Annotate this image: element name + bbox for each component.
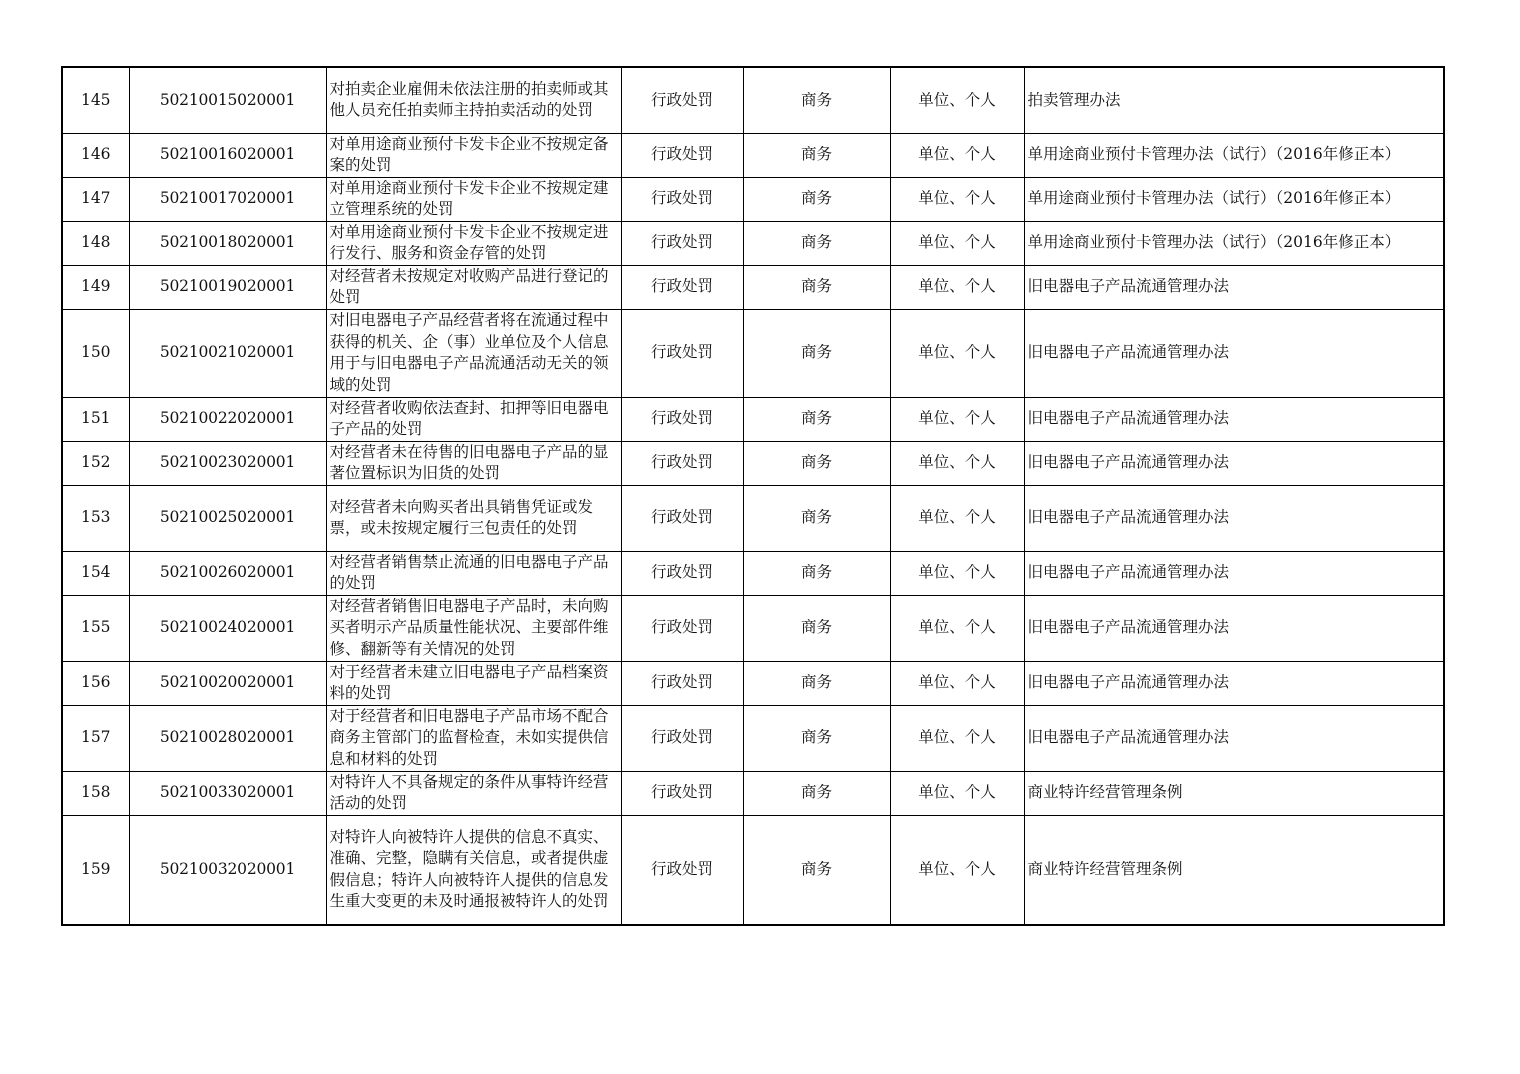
cell-item-description: 对特许人向被特许人提供的信息不真实、准确、完整，隐瞒有关信息，或者提供虚假信息；特许人向被特许人提供的信息发生重大变更的未及时通报被特许人的处罚: [326, 815, 621, 925]
cell-item-code: 50210026020001: [129, 551, 326, 595]
cell-penalty-type: 行政处罚: [621, 67, 743, 133]
cell-subject: 单位、个人: [890, 265, 1024, 309]
cell-item-code: 50210023020001: [129, 441, 326, 485]
cell-field: 商务: [743, 771, 890, 815]
cell-number: 148: [62, 221, 129, 265]
table-row: [62, 815, 1444, 925]
cell-item-description: 对经营者未在待售的旧电器电子产品的显著位置标识为旧货的处罚: [326, 441, 621, 485]
cell-item-code: 50210033020001: [129, 771, 326, 815]
cell-item-code: 50210018020001: [129, 221, 326, 265]
cell-field: 商务: [743, 177, 890, 221]
cell-field: 商务: [743, 661, 890, 705]
cell-item-code: 50210024020001: [129, 595, 326, 661]
cell-item-description: 对旧电器电子产品经营者将在流通过程中获得的机关、企（事）业单位及个人信息用于与旧电器电子产品流通活动无关的领域的处罚: [326, 309, 621, 397]
cell-subject: 单位、个人: [890, 67, 1024, 133]
cell-number: 153: [62, 485, 129, 551]
cell-penalty-type: 行政处罚: [621, 397, 743, 441]
cell-number: 152: [62, 441, 129, 485]
cell-penalty-type: 行政处罚: [621, 221, 743, 265]
cell-legal-basis: 商业特许经营管理条例: [1024, 815, 1444, 925]
cell-item-code: 50210022020001: [129, 397, 326, 441]
cell-subject: 单位、个人: [890, 815, 1024, 925]
cell-item-code: 50210016020001: [129, 133, 326, 177]
cell-legal-basis: 拍卖管理办法: [1024, 67, 1444, 133]
cell-subject: 单位、个人: [890, 309, 1024, 397]
table-row: [62, 221, 1444, 265]
cell-penalty-type: 行政处罚: [621, 485, 743, 551]
cell-subject: 单位、个人: [890, 551, 1024, 595]
cell-item-description: 对于经营者未建立旧电器电子产品档案资料的处罚: [326, 661, 621, 705]
cell-subject: 单位、个人: [890, 441, 1024, 485]
cell-subject: 单位、个人: [890, 177, 1024, 221]
cell-legal-basis: 旧电器电子产品流通管理办法: [1024, 397, 1444, 441]
cell-legal-basis: 旧电器电子产品流通管理办法: [1024, 309, 1444, 397]
cell-number: 150: [62, 309, 129, 397]
cell-subject: 单位、个人: [890, 397, 1024, 441]
cell-legal-basis: 旧电器电子产品流通管理办法: [1024, 595, 1444, 661]
cell-penalty-type: 行政处罚: [621, 441, 743, 485]
cell-field: 商务: [743, 815, 890, 925]
cell-penalty-type: 行政处罚: [621, 815, 743, 925]
cell-item-code: 50210020020001: [129, 661, 326, 705]
table-row: [62, 485, 1444, 551]
cell-subject: 单位、个人: [890, 221, 1024, 265]
cell-item-code: 50210025020001: [129, 485, 326, 551]
cell-field: 商务: [743, 265, 890, 309]
cell-subject: 单位、个人: [890, 661, 1024, 705]
cell-item-code: 50210017020001: [129, 177, 326, 221]
cell-field: 商务: [743, 133, 890, 177]
cell-item-description: 对拍卖企业雇佣未依法注册的拍卖师或其他人员充任拍卖师主持拍卖活动的处罚: [326, 67, 621, 133]
table-row: [62, 441, 1444, 485]
cell-number: 159: [62, 815, 129, 925]
table-row: [62, 133, 1444, 177]
cell-number: 147: [62, 177, 129, 221]
cell-subject: 单位、个人: [890, 133, 1024, 177]
cell-item-code: 50210021020001: [129, 309, 326, 397]
cell-penalty-type: 行政处罚: [621, 309, 743, 397]
cell-field: 商务: [743, 67, 890, 133]
cell-number: 155: [62, 595, 129, 661]
cell-item-code: 50210015020001: [129, 67, 326, 133]
cell-legal-basis: 单用途商业预付卡管理办法（试行）（2016年修正本）: [1024, 221, 1444, 265]
cell-field: 商务: [743, 441, 890, 485]
cell-field: 商务: [743, 551, 890, 595]
cell-number: 154: [62, 551, 129, 595]
cell-item-description: 对经营者未向购买者出具销售凭证或发票，或未按规定履行三包责任的处罚: [326, 485, 621, 551]
cell-penalty-type: 行政处罚: [621, 551, 743, 595]
table-row: [62, 309, 1444, 397]
penalty-items-table: [61, 66, 1445, 926]
cell-subject: 单位、个人: [890, 771, 1024, 815]
cell-number: 145: [62, 67, 129, 133]
table-body: [62, 67, 1444, 925]
cell-subject: 单位、个人: [890, 595, 1024, 661]
cell-field: 商务: [743, 485, 890, 551]
cell-item-code: 50210019020001: [129, 265, 326, 309]
table-row: [62, 177, 1444, 221]
table-row: [62, 397, 1444, 441]
table-row: [62, 661, 1444, 705]
cell-number: 157: [62, 705, 129, 771]
cell-field: 商务: [743, 221, 890, 265]
cell-number: 149: [62, 265, 129, 309]
table-row: [62, 595, 1444, 661]
cell-legal-basis: 旧电器电子产品流通管理办法: [1024, 705, 1444, 771]
cell-legal-basis: 单用途商业预付卡管理办法（试行）（2016年修正本）: [1024, 133, 1444, 177]
cell-item-description: 对单用途商业预付卡发卡企业不按规定建立管理系统的处罚: [326, 177, 621, 221]
cell-item-description: 对经营者收购依法查封、扣押等旧电器电子产品的处罚: [326, 397, 621, 441]
cell-item-code: 50210032020001: [129, 815, 326, 925]
table-row: [62, 705, 1444, 771]
table-row: [62, 265, 1444, 309]
cell-subject: 单位、个人: [890, 705, 1024, 771]
cell-legal-basis: 旧电器电子产品流通管理办法: [1024, 551, 1444, 595]
cell-legal-basis: 旧电器电子产品流通管理办法: [1024, 265, 1444, 309]
cell-item-description: 对经营者销售旧电器电子产品时，未向购买者明示产品质量性能状况、主要部件维修、翻新等有关情况的处罚: [326, 595, 621, 661]
table-row: [62, 771, 1444, 815]
cell-penalty-type: 行政处罚: [621, 705, 743, 771]
cell-number: 158: [62, 771, 129, 815]
cell-penalty-type: 行政处罚: [621, 265, 743, 309]
cell-field: 商务: [743, 397, 890, 441]
cell-penalty-type: 行政处罚: [621, 595, 743, 661]
cell-penalty-type: 行政处罚: [621, 133, 743, 177]
cell-number: 146: [62, 133, 129, 177]
cell-penalty-type: 行政处罚: [621, 661, 743, 705]
cell-item-description: 对单用途商业预付卡发卡企业不按规定进行发行、服务和资金存管的处罚: [326, 221, 621, 265]
cell-item-description: 对经营者销售禁止流通的旧电器电子产品的处罚: [326, 551, 621, 595]
cell-item-description: 对单用途商业预付卡发卡企业不按规定备案的处罚: [326, 133, 621, 177]
cell-number: 151: [62, 397, 129, 441]
cell-field: 商务: [743, 705, 890, 771]
cell-penalty-type: 行政处罚: [621, 177, 743, 221]
cell-legal-basis: 旧电器电子产品流通管理办法: [1024, 485, 1444, 551]
cell-legal-basis: 单用途商业预付卡管理办法（试行）（2016年修正本）: [1024, 177, 1444, 221]
cell-item-code: 50210028020001: [129, 705, 326, 771]
table-row: [62, 551, 1444, 595]
cell-legal-basis: 旧电器电子产品流通管理办法: [1024, 661, 1444, 705]
cell-item-description: 对经营者未按规定对收购产品进行登记的处罚: [326, 265, 621, 309]
cell-item-description: 对于经营者和旧电器电子产品市场不配合商务主管部门的监督检查，未如实提供信息和材料的处罚: [326, 705, 621, 771]
cell-legal-basis: 旧电器电子产品流通管理办法: [1024, 441, 1444, 485]
table-row: [62, 67, 1444, 133]
cell-field: 商务: [743, 309, 890, 397]
cell-subject: 单位、个人: [890, 485, 1024, 551]
cell-field: 商务: [743, 595, 890, 661]
cell-number: 156: [62, 661, 129, 705]
cell-penalty-type: 行政处罚: [621, 771, 743, 815]
cell-item-description: 对特许人不具备规定的条件从事特许经营活动的处罚: [326, 771, 621, 815]
cell-legal-basis: 商业特许经营管理条例: [1024, 771, 1444, 815]
